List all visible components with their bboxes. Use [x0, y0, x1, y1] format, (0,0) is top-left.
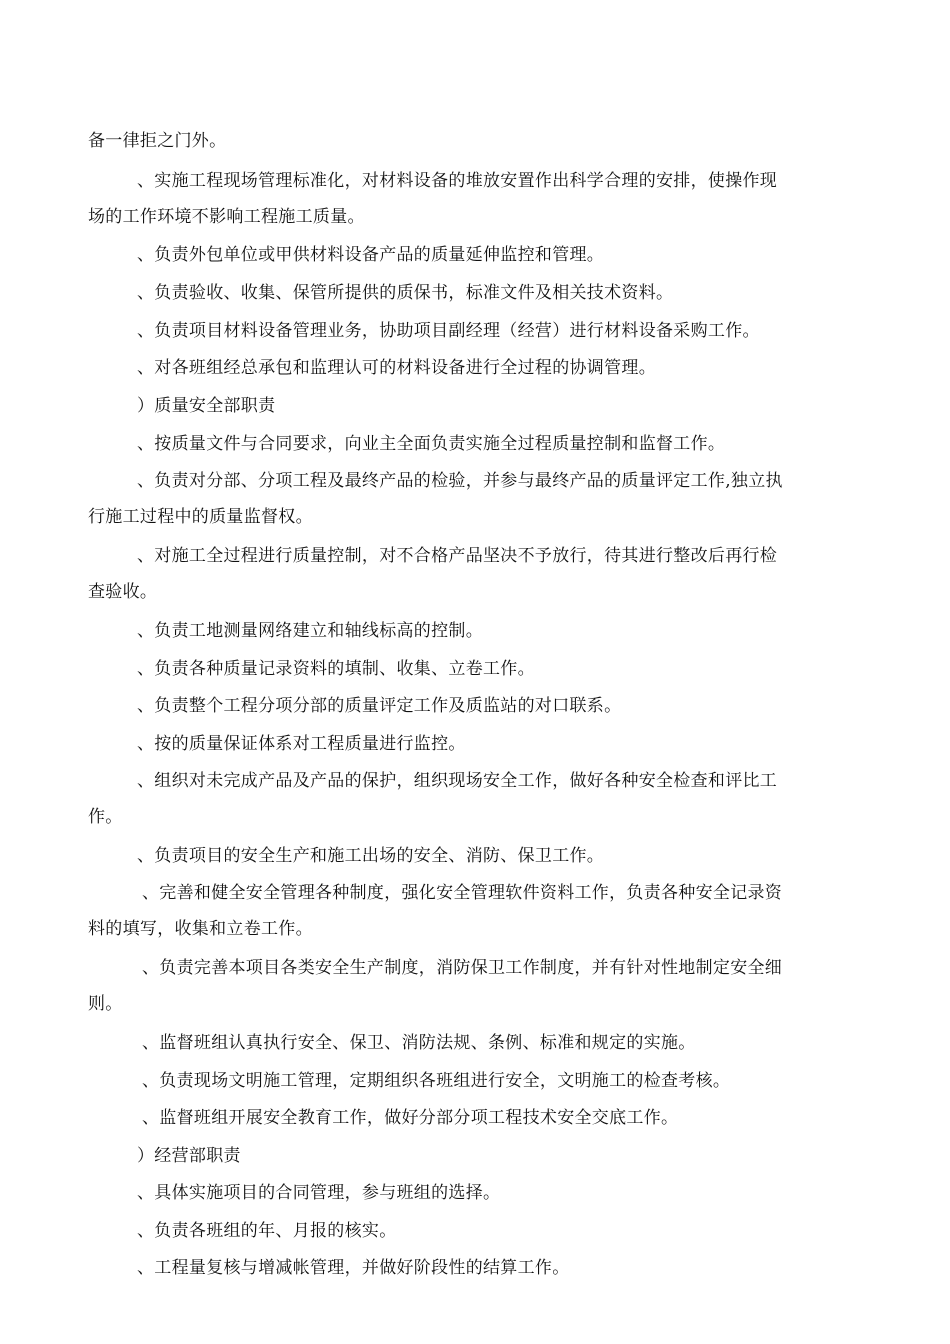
text-line: 、监督班组开展安全教育工作，做好分部分项工程技术安全交底工作。 [142, 1108, 679, 1128]
text-line: 、负责各班组的年、月报的核实。 [137, 1221, 397, 1241]
text-line: 、按质量文件与合同要求，向业主全面负责实施全过程质量控制和监督工作。 [137, 434, 726, 454]
text-line: 、负责现场文明施工管理，定期组织各班组进行安全，文明施工的检查考核。 [142, 1071, 731, 1091]
text-line: 、按的质量保证体系对工程质量进行监控。 [137, 734, 466, 754]
text-line: 、监督班组认真执行安全、保卫、消防法规、条例、标准和规定的实施。 [142, 1033, 696, 1053]
text-line: 、负责外包单位或甲供材料设备产品的质量延伸监控和管理。 [137, 245, 605, 265]
text-line: 、完善和健全安全管理各种制度，强化安全管理软件资料工作，负责各种安全记录资 [142, 883, 783, 903]
text-line: 查验收。 [88, 582, 158, 602]
text-line: 、组织对未完成产品及产品的保护，组织现场安全工作，做好各种安全检查和评比工 [137, 771, 778, 791]
text-line: 、实施工程现场管理标准化，对材料设备的堆放安置作出科学合理的安排，使操作现 [137, 171, 778, 191]
text-line: 、负责完善本项目各类安全生产制度，消防保卫工作制度，并有针对性地制定安全细 [142, 958, 783, 978]
text-line: 、负责验收、收集、保管所提供的质保书，标准文件及相关技术资料。 [137, 283, 674, 303]
text-line: 、负责项目材料设备管理业务，协助项目副经理（经营）进行材料设备采购工作。 [137, 321, 760, 341]
section-heading: ）质量安全部职责 [137, 396, 276, 416]
text-line: 、负责各种质量记录资料的填制、收集、立卷工作。 [137, 659, 535, 679]
text-line: 则。 [88, 994, 123, 1014]
text-line: 、工程量复核与增减帐管理，并做好阶段性的结算工作。 [137, 1258, 570, 1278]
text-line: 行施工过程中的质量监督权。 [88, 507, 313, 527]
text-line: 作。 [88, 807, 123, 827]
text-line: 场的工作环境不影响工程施工质量。 [88, 207, 365, 227]
text-line: 、负责整个工程分项分部的质量评定工作及质监站的对口联系。 [137, 696, 622, 716]
text-line: 、具体实施项目的合同管理，参与班组的选择。 [137, 1183, 501, 1203]
text-line: 备一律拒之门外。 [88, 131, 227, 151]
text-line: 料的填写，收集和立卷工作。 [88, 919, 313, 939]
text-line: 、负责工地测量网络建立和轴线标高的控制。 [137, 621, 483, 641]
text-line: 、负责对分部、分项工程及最终产品的检验，并参与最终产品的质量评定工作,独立执 [137, 471, 783, 491]
text-line: 、负责项目的安全生产和施工出场的安全、消防、保卫工作。 [137, 846, 605, 866]
text-line: 、对各班组经总承包和监理认可的材料设备进行全过程的协调管理。 [137, 358, 656, 378]
section-heading: ）经营部职责 [137, 1146, 241, 1166]
text-line: 、对施工全过程进行质量控制，对不合格产品坚决不予放行，待其进行整改后再行检 [137, 546, 778, 566]
